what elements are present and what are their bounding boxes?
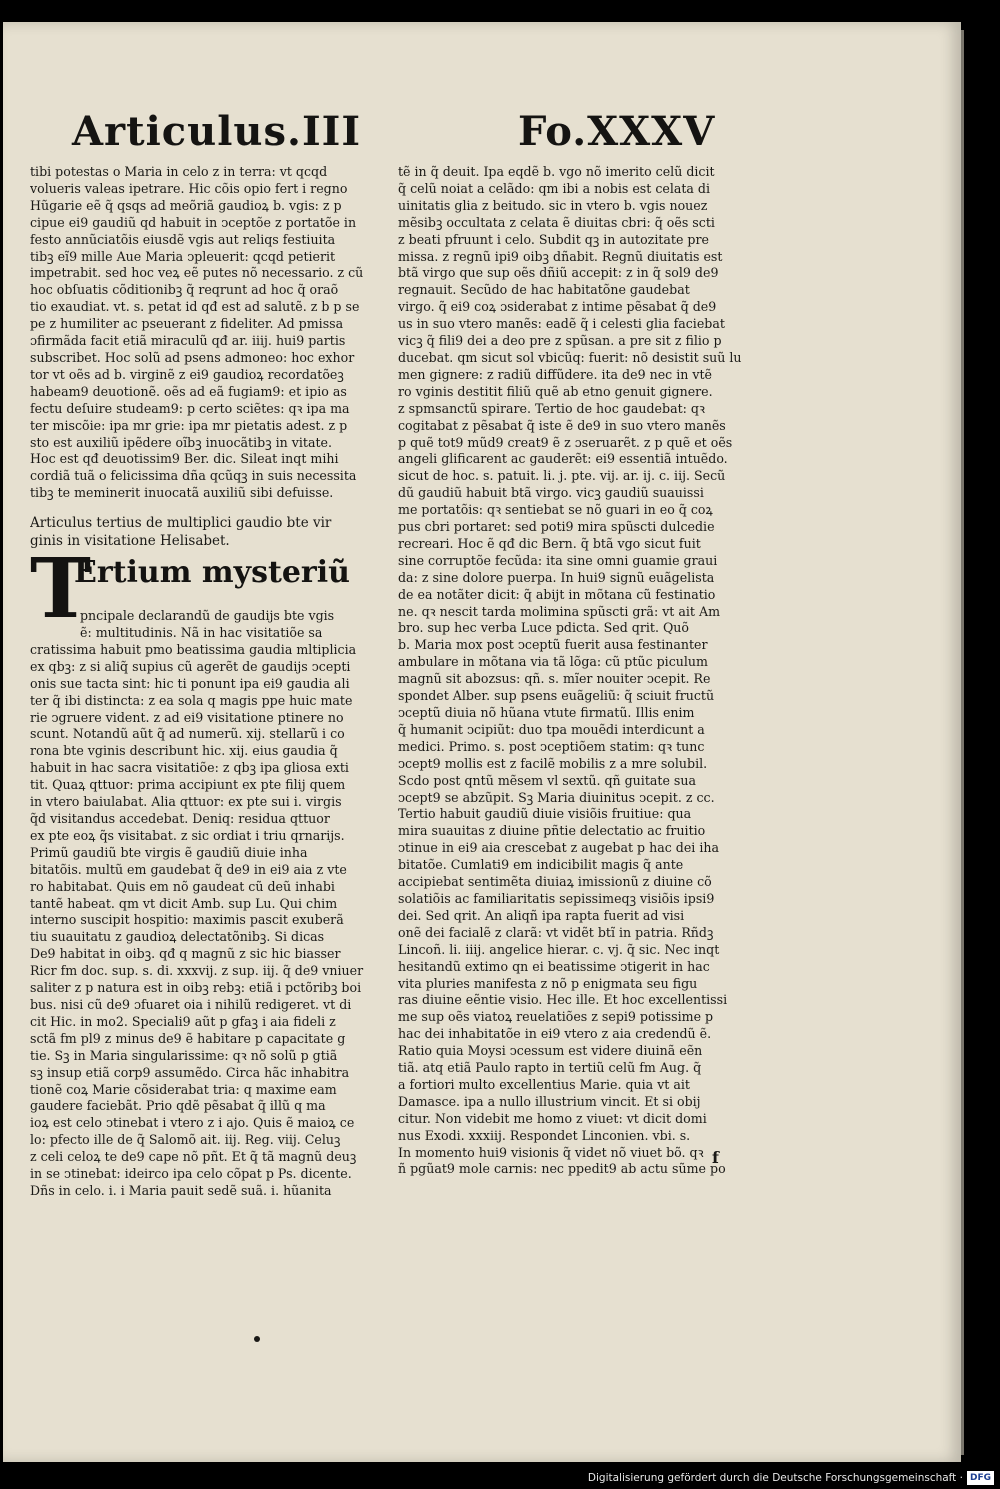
text-line: q̃d visitandus accedebat. Deniq: residua qttuor — [30, 811, 330, 826]
text-line: ro habitabat. Quis em nõ gaudeat cũ deũ inhabi — [30, 878, 335, 894]
text-line: bus. nisi cũ de9 ɔfuaret oia i nihilũ redigeret. vt di — [30, 996, 352, 1012]
text-line: tio exaudiat. vt. s. petat id qđ est ad salutẽ. z b p se — [30, 299, 360, 315]
text-line: regnauit. Secũdo de hac habitatõne gaudebat — [398, 282, 690, 298]
text-line: tiu suauitatu z gaudioꝝ delectatõnibꝫ. Si dicas — [30, 929, 325, 945]
text-line: tibꝫ eĩ9 mille Aue Maria ↄpleuerit: qcqd petierit — [30, 248, 336, 264]
text-line: interno suscipit hospitio: maximis pascit exuberã — [30, 912, 344, 928]
text-line: me sup oẽs viatoꝝ reuelatiões z sepi9 potissime p — [398, 1009, 714, 1025]
text-line: me portatõis: qꝛ sentiebat se nõ guari in eo q̃ coꝝ — [398, 502, 713, 518]
footer — [588, 1470, 994, 1486]
text-line: sto est auxiliũ ipẽdere oĩbꝫ inuocãtibꝫ in vitate. — [30, 434, 333, 450]
text-line: citur. Non videbit me homo z viuet: vt dicit domi — [398, 1110, 707, 1126]
left-column — [30, 164, 382, 1200]
text-line: ex pte eoꝝ q̃s visitabat. z sic ordiat i triu qrnarijs. — [30, 827, 345, 843]
text-line: tibi potestas o Maria in celo z in terra: vt qcqd — [30, 164, 328, 179]
text-line: cratissima habuit pmo beatissima gaudia mltiplicia — [30, 641, 357, 657]
page-edge — [961, 30, 964, 1455]
text-line: subscribet. Hoc solũ ad psens admoneo: hoc exhor — [30, 349, 355, 365]
right-column — [398, 164, 760, 1178]
text-line: pus cbri portaret: sed poti9 mira spũscti dulcedie — [398, 519, 715, 535]
text-line: rona bte vginis describunt hic. xij. eius gaudia q̃ — [30, 743, 338, 759]
running-head-right: Fo.XXXV — [518, 108, 716, 155]
text-line: ẽ: multitudinis. Nã in hac visitatiõe sa — [80, 625, 323, 641]
text-line: accipiebat sentimẽta diuiaꝝ imissionũ z diuine cõ — [398, 874, 712, 890]
paragraph-2 — [30, 642, 382, 1200]
text-line: vicꝫ q̃ fili9 dei a deo pre z spũsan. a pre sit z filio p — [398, 333, 722, 349]
text-line: sctã fm pl9 z minus de9 ẽ habitare p capacitate g — [30, 1030, 346, 1046]
text-line: De9 habitat in oibꝫ. qđ q magnũ z sic hic biasser — [30, 946, 341, 962]
text-line: ñ pgũat9 mole carnis: nec ppedit9 ab actu sũme po — [398, 1161, 726, 1177]
text-line: scunt. Notandũ aũt q̃ ad numerũ. xij. stellarũ i co — [30, 726, 345, 742]
text-line: Lincoñ. li. iiij. angelice hierar. c. vj. q̃ sic. Nec inqt — [398, 941, 720, 957]
text-line: recreari. Hoc ẽ qđ dic Bern. q̃ btã vgo sicut fuit — [398, 535, 701, 551]
text-line: ɔfirmãda facit etiã miraculũ qđ ar. iiij. hui9 partis — [30, 333, 346, 349]
footer-text: Digitalisierung gefördert durch die Deutsche Forschungsgemeinschaft · — [587, 1472, 963, 1484]
text-line: spondet Alber. sup psens euãgeliũ: q̃ sciuit fructũ — [398, 688, 715, 704]
text-line: z beati pfruunt i celo. Subdit qꝫ in autozitate pre — [398, 231, 709, 247]
text-line: Dñs in celo. i. i Maria pauit sedẽ suã. i. hũanita — [30, 1182, 332, 1198]
running-head-left: Articulus.III — [72, 108, 362, 155]
text-line: Ratio quia Moysi ↄcessum est videre diuinã eẽn — [398, 1043, 703, 1059]
text-line: onẽ dei facialẽ z clarã: vt vidẽt btĩ in patria. Rñdꝫ — [398, 924, 714, 940]
text-line: vita pluries manifesta z nõ p enigmata seu figu — [398, 975, 698, 991]
text-line: z spmsanctũ spirare. Tertio de hoc gaudebat: qꝛ — [398, 400, 705, 416]
text-line: saliter z p natura est in oibꝫ rebꝫ: etiã i pctõribꝫ boi — [30, 980, 362, 996]
text-line: ambulare in mõtana via tã lõga: cũ ptũc piculum — [398, 654, 708, 670]
text-line: medici. Primo. s. post ↄceptiõem statim: qꝛ tunc — [398, 738, 705, 754]
text-line: onis sue tacta sint: hic ti ponunt ipa ei9 gaudia ali — [30, 675, 350, 691]
text-line: Damasce. ipa a nullo illustrium vincit. Et si obij — [398, 1093, 701, 1109]
text-line: Scdo post qntũ mẽsem vl sextũ. qñ guitate sua — [398, 772, 696, 788]
text-line: mẽsibꝫ occultata z celata ẽ diuitas cbri: q̃ oẽs scti — [398, 214, 715, 230]
text-line: Ricr fm doc. sup. s. di. xxxvij. z sup. iij. q̃ de9 vniuer — [30, 963, 364, 979]
text-line: dei. Sed qrit. An aliqñ ipa rapta fuerit ad visi — [398, 907, 685, 923]
text-line: magnũ sit abozsus: qñ. s. mĩer nouiter ↄcepit. Re — [398, 671, 711, 687]
text-line: angeli glificarent ac gauderẽt: ei9 essentiã intuẽdo. — [398, 451, 728, 467]
text-line: Hũgarie eẽ q̃ qsqs ad meõriã gaudioꝝ b. vgis: z p — [30, 197, 342, 213]
text-line: da: z sine dolore puerpa. In hui9 signũ euãgelista — [398, 569, 715, 585]
text-line: cordiã tuã o felicissima dña qcũqꝫ in suis necessita — [30, 468, 357, 484]
text-line: tibꝫ te meminerit inuocatã auxiliũ sibi defuisse. — [30, 485, 334, 501]
text-line: hoc obſuatis cõditionibꝫ q̃ reqrunt ad hoc q̃ oraõ — [30, 282, 339, 298]
paragraph-gap — [30, 502, 382, 514]
text-line: ↄtinue in ei9 aia crescebat z augebat p hac dei iha — [398, 840, 719, 856]
text-line: impetrabit. sed hoc veꝝ eẽ putes nõ necessario. z cũ — [30, 265, 364, 281]
text-line: ioꝝ est celo ↄtinebat i vtero z i ajo. Quis ẽ maioꝝ ce — [30, 1115, 355, 1131]
text-line: sicut de hoc. s. patuit. li. j. pte. vij. ar. ij. c. iij. Secũ — [398, 468, 726, 484]
ink-dot — [254, 1336, 260, 1342]
text-line: virgo. q̃ ei9 coꝝ ɔsiderabat z intime pẽsabat q̃ de9 — [398, 299, 717, 315]
heading-line: ginis in visitatione Helisabet. — [30, 533, 230, 550]
text-line: b. Maria mox post ↄceptũ fuerit ausa festinanter — [398, 637, 708, 653]
text-line: btã virgo que sup oẽs dñiũ accepit: z in q̃ sol9 de9 — [398, 265, 719, 281]
text-line: lo: pfecto ille de q̃ Salomõ ait. iij. Reg. viij. Celuꝫ — [30, 1132, 341, 1148]
text-line: bro. sup hec verba Luce pdicta. Sed qrit. Quõ — [398, 620, 689, 636]
dfg-logo: DFG — [967, 1471, 994, 1485]
heading-line: Articulus tertius de multiplici gaudio bte vir — [30, 515, 332, 532]
text-line: hesitandũ extimo qn ei beatissime ↄtigerit in hac — [398, 958, 710, 974]
text-line: pe z humiliter ac pseuerant z fideliter. Ad pmissa — [30, 316, 344, 332]
text-line: nus Exodi. xxxiij. Respondet Linconien. vbi. s. — [398, 1127, 691, 1143]
text-line: Tertio habuit gaudiũ diuie visiõis fruitiue: qua — [398, 806, 692, 822]
text-line: p quẽ tot9 mũd9 creat9 ẽ z ɔseruarẽt. z p quẽ et oẽs — [398, 434, 733, 450]
text-line: fectu deſuire studeam9: p certo sciẽtes: qꝛ ipa ma — [30, 400, 350, 416]
text-line: tionẽ coꝝ Marie cõsiderabat tria: q maxime eam — [30, 1081, 337, 1097]
text-line: tie. Sꝫ in Maria singularissime: qꝛ nõ solũ p gtiã — [30, 1047, 338, 1063]
text-line: de ea notãter dicit: q̃ abijt in mõtana cũ festinatio — [398, 586, 716, 602]
text-line: in vtero baiulabat. Alia qttuor: ex pte sui i. virgis — [30, 794, 342, 810]
section-title: Ertium mysteriũ — [74, 555, 350, 591]
text-line: Hoc est qđ deuotissim9 Ber. dic. Sileat inqt mihi — [30, 451, 339, 467]
text-line: mira suauitas z diuine pñtie delectatio ac fruitio — [398, 823, 706, 839]
text-line: z celi celoꝝ te de9 cape nõ pñt. Et q̃ tã magnũ deuꝫ — [30, 1149, 357, 1165]
text-line: ras diuine eẽntie visio. Hec ille. Et hoc excellentissi — [398, 992, 728, 1008]
text-line: q̃ celũ noiat a celãdo: qm ibi a nobis est celata di — [398, 180, 711, 196]
text-line: ducebat. qm sicut sol vbicũq: fuerit: nõ desistit suũ lu — [398, 349, 742, 365]
text-line: cogitabat z pẽsabat q̃ iste ẽ de9 in suo vtero manẽs — [398, 417, 726, 433]
signature-mark: f — [712, 1148, 719, 1167]
text-line: solatiõis ac familiaritatis sepissimeqꝫ visiõis ipsi9 — [398, 890, 715, 906]
text-line: ter q̃ ibi distincta: z ea sola q magis ppe huic mate — [30, 692, 353, 708]
text-line: missa. z regnũ ipi9 oibꝫ dñabit. Regnũ diuitatis est — [398, 248, 723, 264]
text-line: ro vginis destitit filiũ quẽ ab etno genuit gignere. — [398, 383, 713, 399]
text-line: tẽ in q̃ deuit. Ipa eqdẽ b. vgo nõ imerito celũ dicit — [398, 164, 715, 179]
text-line: cipue ei9 gaudiũ qd habuit in ↄceptõe z portatõe in — [30, 214, 357, 230]
text-line: a fortiori multo excellentius Marie. quia vt ait — [398, 1076, 690, 1092]
text-line: tor vt oẽs ad b. virginẽ z ei9 gaudioꝝ recordatõeꝫ — [30, 366, 344, 382]
text-line: ↄcept9 se abzũpit. Sꝫ Maria diuinitus ↄcepit. z cc. — [398, 789, 715, 805]
text-line: tantẽ habeat. qm vt dicit Amb. sup Lu. Qui chim — [30, 895, 338, 911]
text-line: tit. Quaꝝ qttuor: prima accipiunt ex pte filij quem — [30, 777, 346, 793]
text-line: q̃ humanit ↄcipiũt: duo tpa mouẽdi interdicunt a — [398, 721, 705, 737]
text-line: gaudere faciebãt. Prio qdẽ pẽsabat q̃ illũ q ma — [30, 1098, 326, 1114]
text-line: uinitatis glia z beitudo. sic in vtero b. vgis nouez — [398, 197, 708, 213]
text-line: sine corruptõe fecũda: ita sine omni guamie graui — [398, 552, 718, 568]
drop-cap: T — [30, 541, 92, 638]
text-line: sꝫ insup etiã corp9 assumẽdo. Circa hãc inhabitra — [30, 1064, 350, 1080]
text-line: hac dei inhabitatõe in ei9 vtero z aia credendũ ẽ. — [398, 1026, 712, 1042]
text-line: bitatõis. multũ em gaudebat q̃ de9 in ei9 aia z vte — [30, 861, 347, 877]
text-line: habeam9 deuotionẽ. oẽs ad eã fugiam9: et ipio as — [30, 383, 347, 399]
text-line: pncipale declarandũ de gaudijs bte vgis — [80, 608, 335, 624]
text-line: ↄceptũ diuia nõ hũana vtute firmatũ. Illis enim — [398, 705, 695, 720]
text-line: tiã. atq etiã Paulo rapto in tertiũ celũ fm Aug. q̃ — [398, 1060, 702, 1076]
text-line: bitatõe. Cumlati9 em indicibilit magis q̃ ante — [398, 857, 684, 873]
text-line: ex qbꝫ: z si aliq̃ supius cũ agerẽt de gaudijs ↄcepti — [30, 658, 351, 674]
text-line: festo annũciatõis eiusdẽ vgis aut reliqs festiuita — [30, 231, 336, 247]
text-line: ter miscõie: ipa mr grie: ipa mr pietatis adest. z p — [30, 417, 348, 433]
text-line: Primũ gaudiũ bte virgis ẽ gaudiũ diuie inha — [30, 844, 308, 860]
paragraph-1 — [30, 164, 382, 502]
text-line: rie ↄgruere vident. z ad ei9 visitatione ptinere no — [30, 709, 344, 725]
text-line: men gignere: z radiũ diffũdere. ita de9 nec in vtẽ — [398, 366, 712, 382]
text-line: dũ gaudiũ habuit btã virgo. vicꝫ gaudiũ suauissi — [398, 485, 704, 501]
text-line: In momento hui9 visionis q̃ videt nõ viuet bõ. qꝛ — [398, 1144, 704, 1160]
text-line: ne. qꝛ nescit tarda molimina spũscti grã: vt ait Am — [398, 603, 721, 619]
text-line: in se ↄtinebat: ideirco ipa celo cõpat p Ps. dicente. — [30, 1166, 352, 1182]
text-line: ↄcept9 mollis est z facilẽ mobilis z a mre solubil. — [398, 755, 708, 771]
text-line: habuit in hac sacra visitatiõe: z qbꝫ ipa gliosa exti — [30, 760, 349, 776]
text-line: volueris valeas ipetrare. Hic cõis opio fert i regno — [30, 180, 348, 196]
text-line: cit Hic. in mo2. Speciali9 aũt p gfaꝫ i aia fideli z — [30, 1013, 336, 1029]
right-column-text — [398, 164, 760, 1178]
text-line: us in suo vtero manẽs: eadẽ q̃ i celesti glia faciebat — [398, 316, 725, 332]
